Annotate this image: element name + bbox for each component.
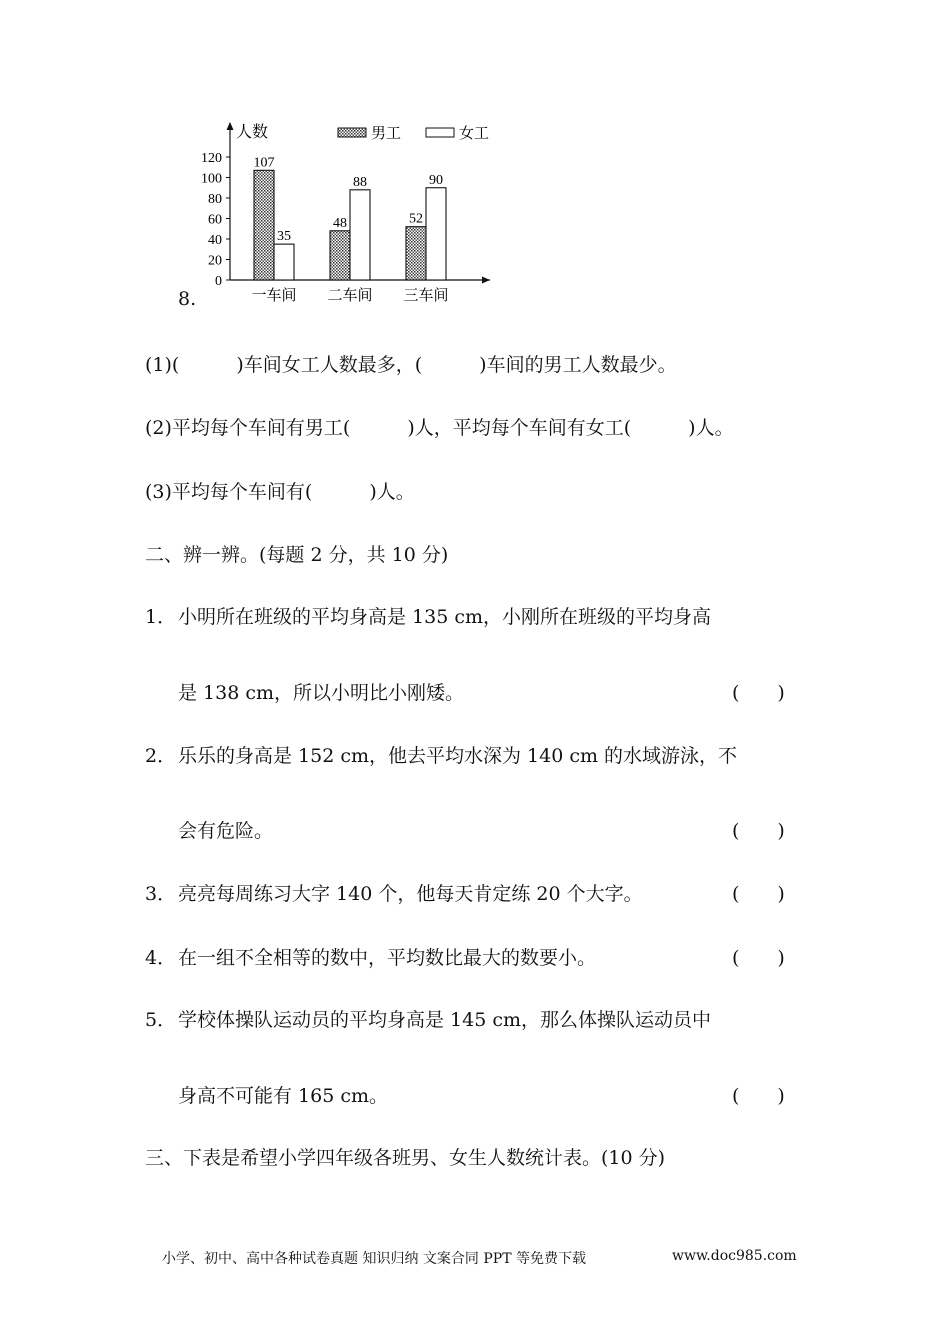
answer-bracket[interactable]: ( ) bbox=[732, 1085, 785, 1107]
answer-bracket[interactable]: ( ) bbox=[732, 883, 785, 905]
section-title: 二、辨一辨。(每题 2 分，共 10 分) bbox=[145, 544, 449, 566]
y-axis-label: 人数 bbox=[236, 124, 269, 141]
bar bbox=[406, 227, 426, 280]
x-category-label: 一车间 bbox=[251, 288, 297, 304]
chart-svg bbox=[180, 115, 500, 310]
bar-value-label: 48 bbox=[333, 215, 347, 231]
item-text: 乐乐的身高是 152 cm，他去平均水深为 140 cm 的水域游泳，不 bbox=[178, 745, 738, 767]
y-tick-label: 0 bbox=[215, 274, 222, 289]
y-axis-arrow bbox=[227, 122, 234, 130]
y-tick-label: 20 bbox=[208, 253, 222, 269]
x-category-label: 三车间 bbox=[403, 288, 449, 304]
answer-bracket[interactable]: ( ) bbox=[732, 947, 785, 969]
y-tick-label: 80 bbox=[208, 192, 222, 207]
question-number: 8. bbox=[178, 288, 197, 310]
item-number: 3． bbox=[145, 883, 177, 905]
item-number: 1． bbox=[145, 606, 177, 628]
x-category-label: 二车间 bbox=[327, 288, 373, 304]
x-axis-arrow bbox=[482, 277, 490, 284]
answer-bracket[interactable]: ( ) bbox=[732, 682, 785, 704]
answer-bracket[interactable]: ( ) bbox=[732, 820, 785, 842]
item-text: 学校体操队运动员的平均身高是 145 cm，那么体操队运动员中 bbox=[178, 1009, 712, 1031]
bar-value-label: 88 bbox=[353, 174, 367, 190]
sub-question-1: (1)( )车间女工人数最多，( )车间的男工人数最少。 bbox=[145, 354, 677, 376]
item-number: 2． bbox=[145, 745, 177, 767]
bar bbox=[350, 190, 370, 280]
item-text-cont: 是 138 cm，所以小明比小刚矮。 bbox=[178, 682, 465, 704]
bar-value-label: 52 bbox=[409, 211, 423, 227]
item-text: 亮亮每周练习大字 140 个，他每天肯定练 20 个大字。 bbox=[178, 883, 643, 905]
bar bbox=[254, 170, 274, 280]
legend-swatch bbox=[338, 128, 366, 137]
bar-value-label: 35 bbox=[277, 229, 291, 245]
item-text: 在一组不全相等的数中，平均数比最大的数要小。 bbox=[178, 947, 597, 969]
bar bbox=[274, 244, 294, 280]
y-tick-label: 100 bbox=[201, 171, 222, 187]
legend-label: 女工 bbox=[459, 126, 490, 142]
sub-question-2: (2)平均每个车间有男工( )人，平均每个车间有女工( )人。 bbox=[145, 417, 734, 439]
section-title: 三、下表是希望小学四年级各班男、女生人数统计表。(10 分) bbox=[145, 1147, 666, 1169]
item-number: 5． bbox=[145, 1009, 177, 1031]
y-tick-label: 60 bbox=[208, 212, 222, 228]
footer-url[interactable]: www.doc985.com bbox=[672, 1248, 797, 1264]
bar-chart bbox=[180, 115, 500, 310]
legend-swatch bbox=[426, 128, 454, 137]
footer-text: 小学、初中、高中各种试卷真题 知识归纳 文案合同 PPT 等免费下载 bbox=[162, 1251, 586, 1267]
bar bbox=[426, 188, 446, 280]
bar-value-label: 90 bbox=[429, 172, 443, 188]
item-text-cont: 身高不可能有 165 cm。 bbox=[178, 1085, 389, 1107]
bar-value-label: 107 bbox=[253, 155, 275, 171]
y-tick-label: 120 bbox=[201, 151, 222, 166]
item-number: 4． bbox=[145, 947, 177, 969]
y-tick-label: 40 bbox=[208, 233, 222, 248]
item-text: 小明所在班级的平均身高是 135 cm，小刚所在班级的平均身高 bbox=[178, 606, 712, 628]
sub-question-3: (3)平均每个车间有( )人。 bbox=[145, 481, 415, 503]
legend-label: 男工 bbox=[371, 126, 402, 142]
bar bbox=[330, 231, 350, 280]
item-text-cont: 会有危险。 bbox=[178, 820, 274, 842]
